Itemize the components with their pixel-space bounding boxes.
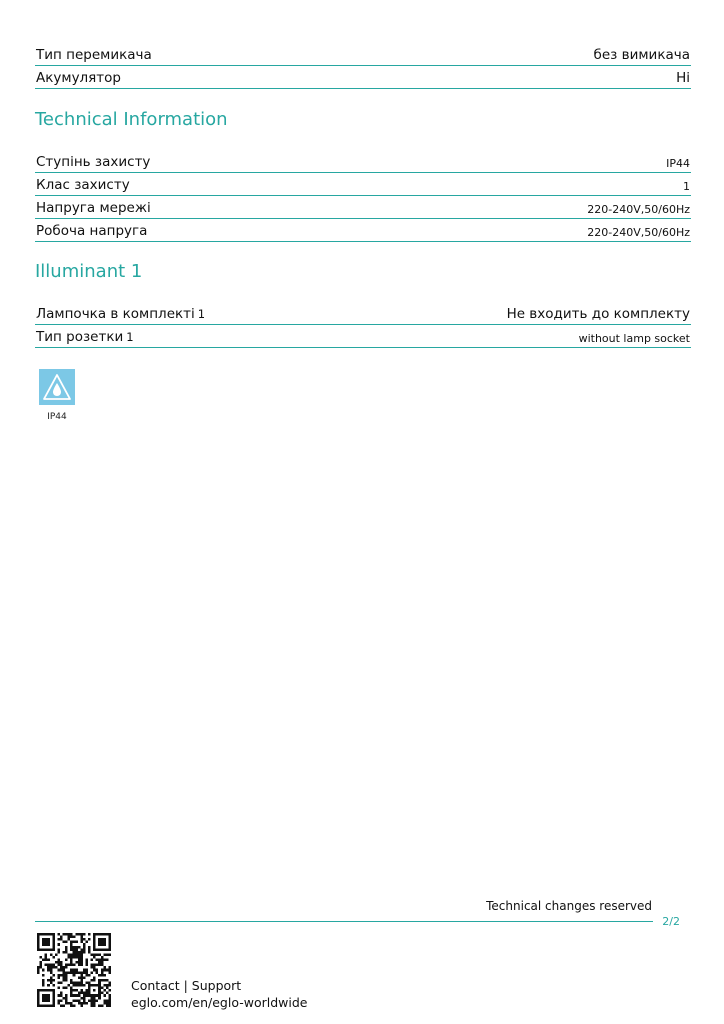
spec-row-socket-type [35, 325, 691, 348]
illuminant-heading: Illuminant 1 [35, 261, 143, 282]
spec-value: 220-240V,50/60Hz [587, 226, 690, 239]
spec-label [36, 306, 205, 322]
spec-label-index: 1 [126, 330, 134, 344]
spec-value: Не входить до комплекту [506, 306, 690, 322]
spec-row-switch-type [35, 44, 691, 66]
spec-label: Клас захисту [36, 177, 130, 193]
spec-value: IP44 [666, 157, 690, 170]
spec-row-protection-class [35, 173, 691, 196]
illuminant-spec-table [35, 303, 691, 348]
spec-value: без вимикача [593, 47, 690, 63]
contact-support-link[interactable]: Contact | Support [131, 978, 242, 993]
spec-value: without lamp socket [578, 332, 690, 345]
contact-block [131, 977, 307, 1011]
spec-row-operating-voltage [35, 219, 691, 242]
spec-label: Робоча напруга [36, 223, 148, 239]
spec-label: Ступінь захисту [36, 154, 151, 170]
spec-row-lamp-included [35, 303, 691, 325]
spec-row-mains-voltage [35, 196, 691, 219]
switch-spec-table [35, 44, 691, 89]
spec-row-battery [35, 66, 691, 89]
spec-row-protection-degree [35, 151, 691, 173]
spec-label-text: Тип розетки [36, 329, 124, 345]
spec-label: Напруга мережі [36, 200, 151, 216]
page-number: 2/2 [662, 915, 680, 928]
spec-value: 1 [683, 180, 690, 193]
spec-label-text: Лампочка в комплекті [36, 306, 195, 322]
spec-label: Акумулятор [36, 70, 121, 86]
water-drop-icon [39, 369, 75, 405]
spec-label [36, 329, 134, 345]
footer-divider [35, 921, 653, 922]
spec-label: Тип перемикача [36, 47, 152, 63]
qr-code-icon[interactable] [37, 933, 111, 1007]
technical-changes-note: Technical changes reserved [486, 899, 652, 913]
spec-label-index: 1 [197, 307, 206, 321]
website-link[interactable]: eglo.com/en/eglo-worldwide [131, 995, 308, 1010]
ip-rating-label: IP44 [47, 412, 67, 422]
technical-spec-table [35, 151, 691, 242]
spec-value: Ні [676, 70, 690, 86]
technical-heading: Technical Information [35, 109, 228, 130]
spec-value: 220-240V,50/60Hz [587, 203, 690, 216]
